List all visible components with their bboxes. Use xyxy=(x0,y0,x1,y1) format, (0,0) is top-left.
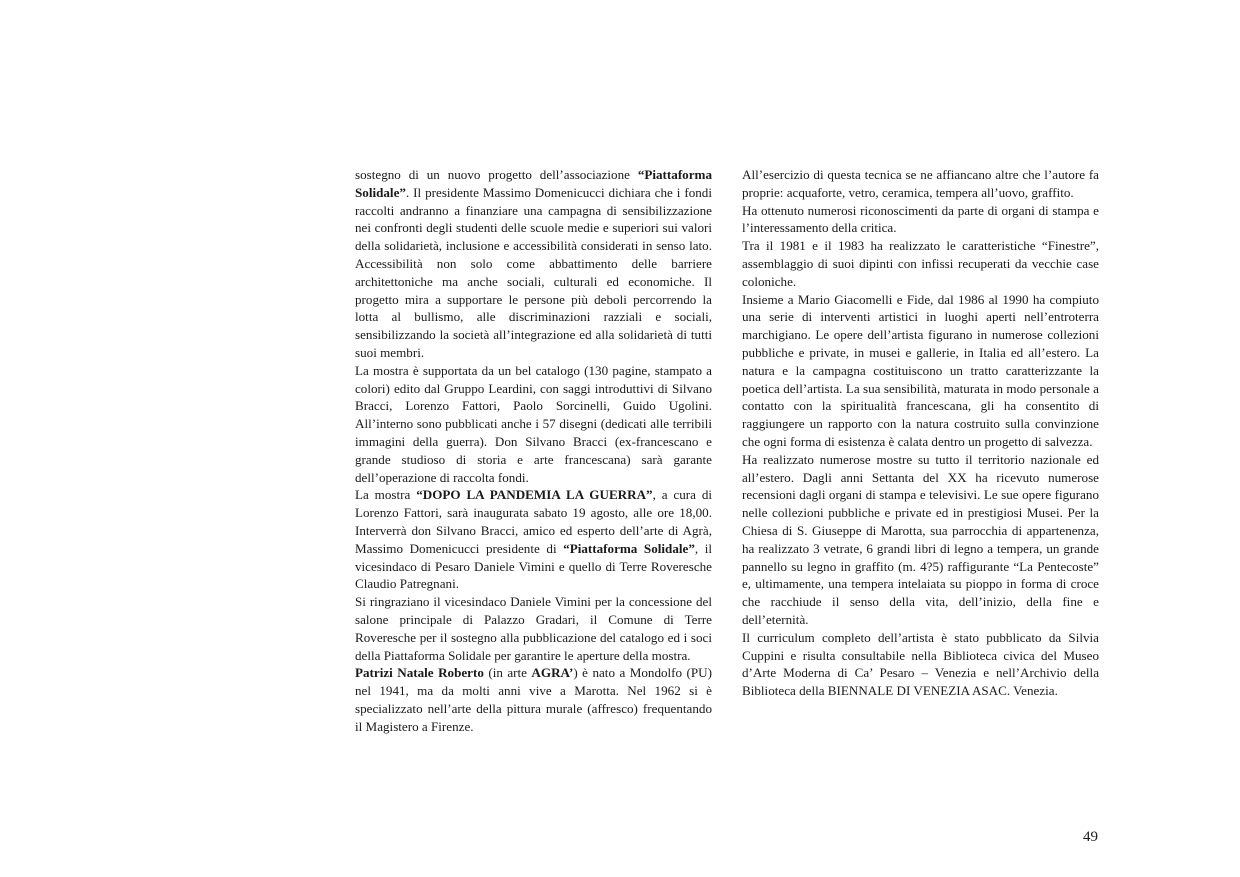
paragraph-finestre: Tra il 1981 e il 1983 ha realizzato le caratteristiche “Finestre”, assemblaggio di suoi dipinti con infissi recuperati da vecchie case coloniche. xyxy=(742,238,1099,289)
paragraph-text: , il vicesindaco di Pesaro Daniele Vimini e quello di Terre Roveresche Claudio Patregnani. xyxy=(355,540,713,592)
paragraph-exhibition xyxy=(355,486,712,593)
paragraph-recognition: Ha ottenuto numerosi riconoscimenti da parte di organi di stampa e l’interessamento della critica. xyxy=(742,202,1099,236)
paragraph-techniques: All’esercizio di questa tecnica se ne affiancano altre che l’autore fa proprie: acquaforte, vetro, ceramica, tempera all’uovo, graffito. xyxy=(742,167,1099,200)
paragraph-text: (in arte xyxy=(483,665,532,681)
paragraph-exhibitions: Ha realizzato numerose mostre su tutto il territorio nazionale ed all’estero. Dagli anni Settanta del XX ha ricevuto numerose recensioni dagli organi di stampa e televisivi. Le sue opere figurano nelle collezioni pubbliche e private ed in prestigiosi Musei. Per la Chiesa di S. Giuseppe di Marotta, sua parrocchia di appartenenza, ha realizzato 3 vetrate, 6 grandi libri di legno a tempera, un grande pannello su legno in graffito (m. 4?5) raffigurante “La Pentecoste” e, ultimamente, una tempera intelaiata su pioppo in forma di croce che racchiude il senso della vita, dell’inizio, della fine e dell’eternità. xyxy=(742,451,1099,627)
paragraph-artist-bio xyxy=(355,664,712,735)
bold-text: “Piattaforma Solidale” xyxy=(355,167,712,200)
left-column xyxy=(355,166,712,736)
bold-text: Patrizi Natale Roberto xyxy=(355,665,484,681)
paragraph-piattaforma-project xyxy=(355,166,712,362)
page-number: 49 xyxy=(1083,829,1098,845)
bold-text: “Piattaforma Solidale” xyxy=(563,540,695,556)
paragraph-text: ) è nato a Mondolfo (PU) nel 1941, ma da molti anni vive a Marotta. Nel 1962 si è specializzato nell’arte della pittura murale (affresco) frequentando il Magistero a Firenze. xyxy=(355,665,712,734)
paragraph-catalogue: La mostra è supportata da un bel catalogo (130 pagine, stampato a colori) edito dal Gruppo Leardini, con saggi introduttivi di Silvano Bracci, Lorenzo Fattori, Paolo Sorcinelli, Guido Ugolini. All’interno sono pubblicati anche i 57 disegni (dedicati alle terribili immagini della guerra). Don Silvano Bracci (ex-francescano e grande studioso di storia e arte francescana) sarà garante dell’operazione di raccolta fondi. xyxy=(355,362,712,485)
paragraph-text: , a cura di Lorenzo Fattori, sarà inaugurata sabato 19 agosto, alle ore 18,00. Interverrà don Silvano Bracci, amico ed esperto dell’arte di Agrà, Massimo Domenicucci presidente di xyxy=(355,487,713,556)
paragraph-thanks: Si ringraziano il vicesindaco Daniele Vimini per la concessione del salone principale di Palazzo Gradari, il Comune di Terre Roveresche per il sostegno alla pubblicazione del catalogo ed i soci della Piattaforma Solidale per garantire le aperture della mostra. xyxy=(355,594,712,663)
paragraph-text: sostegno di un nuovo progetto dell’associazione xyxy=(355,167,638,182)
right-column xyxy=(742,166,1099,700)
bold-text: “DOPO LA PANDEMIA LA GUERRA” xyxy=(416,487,653,503)
paragraph-text: La mostra xyxy=(355,487,417,503)
paragraph-curriculum: Il curriculum completo dell’artista è stato pubblicato da Silvia Cuppini e risulta consultabile nella Biblioteca civica del Museo d’Arte Moderna di Ca’ Pesaro – Venezia e nell’Archivio della Biblioteca della BIENNALE DI VENEZIA ASAC. Venezia. xyxy=(742,629,1099,699)
bold-text: AGRA’ xyxy=(531,665,574,681)
paragraph-interventions: Insieme a Mario Giacomelli e Fide, dal 1986 al 1990 ha compiuto una serie di interventi artistici in luoghi aperti nell’entroterra marchigiano. Le opere dell’artista figurano in numerose collezioni pubbliche e private, in musei e gallerie, in Italia ed all’estero. La natura e la campagna costituiscono un tratto caratterizzante la poetica dell’artista. La sua sensibilità, maturata in modo personale a contatto con la spiritualità francescana, gli ha consentito di raggiungere un rapporto con la natura costruito sulla convinzione che ogni forma di esistenza è calata dentro un progetto di salvezza. xyxy=(742,291,1099,449)
paragraph-text: . Il presidente Massimo Domenicucci dichiara che i fondi raccolti andranno a finanziare una campagna di sensibilizzazione nei confronti degli studenti delle scuole medie e superiori sui valori della solidarietà, inclusione e accessibilità considerati in senso lato. Accessibilità non solo come abbattimento delle barriere architettoniche ma anche sociali, culturali ed economiche. Il progetto mira a supportare le persone più deboli percorrendo la lotta al bullismo, alle discriminazioni razziali e sociali, sensibilizzando la società all’integrazione ed alla solidarietà di tutti suoi membri. xyxy=(355,184,712,360)
